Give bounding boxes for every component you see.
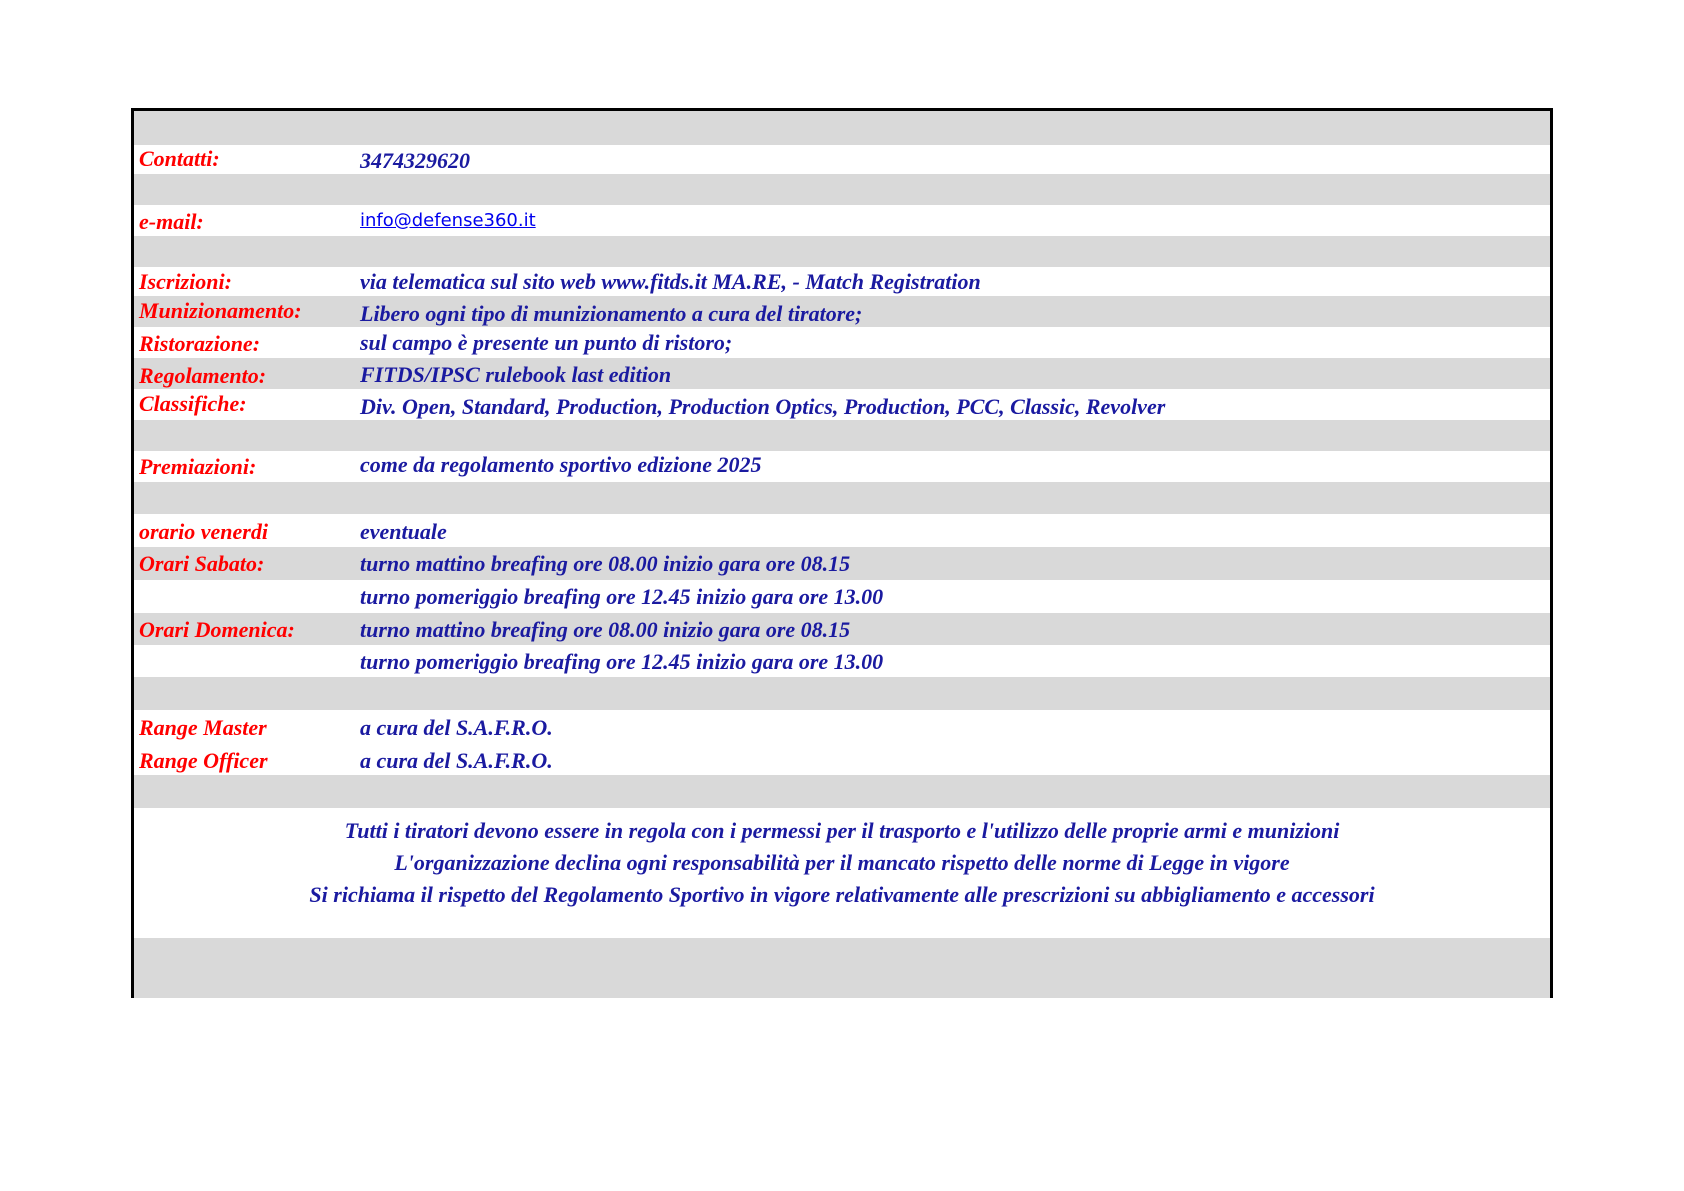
band-row — [134, 205, 1550, 236]
row-value-classifiche: Div. Open, Standard, Production, Production Optics, Production, PCC, Classic, Revolver — [360, 394, 1166, 419]
row-value-ristorazione: sul campo è presente un punto di ristoro; — [360, 330, 733, 355]
row-value-orari-sabato-mattino: turno mattino breafing ore 08.00 inizio gara ore 08.15 — [360, 551, 851, 576]
note-line: L'organizzazione declina ogni responsabilità per il mancato rispetto delle norme di Legge in vigore — [394, 850, 1290, 875]
row-label-ristorazione: Ristorazione: — [139, 331, 261, 356]
row-value-orari-domenica-mattino: turno mattino breafing ore 08.00 inizio gara ore 08.15 — [360, 617, 851, 642]
notes-block — [134, 815, 1550, 911]
email-link[interactable]: info@defense360.it — [360, 210, 536, 231]
row-label-iscrizioni: Iscrizioni: — [139, 269, 232, 294]
row-label-range-master: Range Master — [139, 715, 267, 740]
note-line: Tutti i tiratori devono essere in regola con i permessi per il trasporto e l'utilizzo delle proprie armi e munizioni — [344, 818, 1340, 843]
row-value-munizionamento: Libero ogni tipo di munizionamento a cura del tiratore; — [360, 301, 863, 326]
band-row — [134, 420, 1550, 451]
row-label-orario-venerdi: orario venerdi — [139, 519, 268, 544]
row-label-orari-sabato: Orari Sabato: — [139, 551, 265, 576]
band-row — [134, 710, 1550, 775]
band-row — [134, 451, 1550, 482]
row-value-range-master: a cura del S.A.F.R.O. — [360, 715, 553, 740]
row-value-orari-sabato-pomeriggio: turno pomeriggio breafing ore 12.45 inizio gara ore 13.00 — [360, 584, 884, 609]
band-row — [134, 938, 1550, 998]
band-row — [134, 236, 1550, 267]
band-row — [134, 327, 1550, 358]
row-value-premiazioni: come da regolamento sportivo edizione 2025 — [360, 452, 762, 477]
band-row — [134, 514, 1550, 547]
band-row — [134, 482, 1550, 514]
band-row — [134, 358, 1550, 389]
row-value-contatti: 3474329620 — [360, 148, 470, 173]
band-row — [134, 677, 1550, 710]
row-label-orari-domenica: Orari Domenica: — [139, 617, 295, 642]
row-label-regolamento: Regolamento: — [139, 363, 267, 388]
band-row — [134, 775, 1550, 808]
info-table — [131, 108, 1553, 998]
band-row — [134, 145, 1550, 174]
row-value-range-officer: a cura del S.A.F.R.O. — [360, 748, 553, 773]
row-value-iscrizioni: via telematica sul sito web www.fitds.it MA.RE, - Match Registration — [360, 269, 981, 294]
note-line: Si richiama il rispetto del Regolamento Sportivo in vigore relativamente alle prescrizioni su abbigliamento e accessori — [309, 882, 1375, 907]
band-row — [134, 174, 1550, 205]
row-label-contatti: Contatti: — [139, 146, 220, 171]
row-value-orario-venerdi: eventuale — [360, 519, 447, 544]
row-value-orari-domenica-pomeriggio: turno pomeriggio breafing ore 12.45 inizio gara ore 13.00 — [360, 649, 884, 674]
row-label-range-officer: Range Officer — [139, 748, 268, 773]
band-row — [134, 111, 1550, 145]
row-label-munizionamento: Munizionamento: — [139, 298, 302, 323]
row-label-classifiche: Classifiche: — [139, 391, 247, 416]
row-label-email: e-mail: — [139, 209, 204, 234]
row-value-regolamento: FITDS/IPSC rulebook last edition — [360, 362, 672, 387]
row-label-premiazioni: Premiazioni: — [139, 454, 257, 479]
